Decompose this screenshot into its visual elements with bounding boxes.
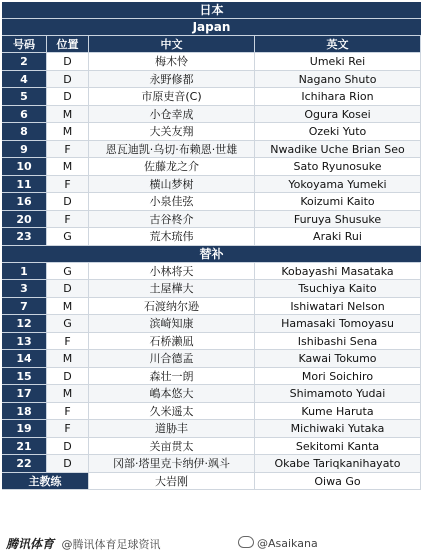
player-number: 23	[2, 228, 47, 246]
player-number: 5	[2, 88, 47, 106]
player-number: 6	[2, 106, 47, 124]
player-position: M	[47, 350, 89, 368]
player-position: M	[47, 298, 89, 316]
player-name-cn: 久米遥太	[89, 403, 255, 421]
weibo-handle: @Asaikana	[257, 537, 318, 550]
player-number: 12	[2, 315, 47, 333]
player-name-en: Furuya Shusuke	[255, 211, 421, 229]
player-number: 10	[2, 158, 47, 176]
player-number: 21	[2, 438, 47, 456]
player-name-en: Nwadike Uche Brian Seo	[255, 141, 421, 159]
player-name-en: Hamasaki Tomoyasu	[255, 315, 421, 333]
subs-table	[2, 263, 421, 473]
player-name-cn: 梅木怜	[89, 53, 255, 71]
coach-row	[2, 473, 421, 490]
player-name-cn: 小仓幸成	[89, 106, 255, 124]
player-position: D	[47, 455, 89, 473]
table-row	[2, 385, 421, 403]
table-row	[2, 211, 421, 229]
player-position: M	[47, 158, 89, 176]
player-name-en: Ozeki Yuto	[255, 123, 421, 141]
player-name-cn: 土屋樺大	[89, 280, 255, 298]
table-row	[2, 193, 421, 211]
player-name-en: Mori Soichiro	[255, 368, 421, 386]
source-handle: @腾讯体育足球资讯	[61, 538, 161, 551]
player-name-cn: 川合德孟	[89, 350, 255, 368]
player-name-en: Kume Haruta	[255, 403, 421, 421]
brand-logo: 腾讯体育	[6, 537, 55, 551]
player-number: 9	[2, 141, 47, 159]
player-name-en: Shimamoto Yudai	[255, 385, 421, 403]
table-row	[2, 280, 421, 298]
player-position: F	[47, 176, 89, 194]
table-row	[2, 455, 421, 473]
table-header	[2, 36, 421, 53]
player-position: M	[47, 123, 89, 141]
player-name-cn: 石渡纳尔逊	[89, 298, 255, 316]
header-chinese: 中文	[89, 36, 255, 53]
header-english: 英文	[255, 36, 421, 53]
player-name-en: Koizumi Kaito	[255, 193, 421, 211]
player-number: 4	[2, 71, 47, 89]
footer	[6, 535, 417, 553]
table-row	[2, 141, 421, 159]
player-position: D	[47, 71, 89, 89]
player-name-en: Kawai Tokumo	[255, 350, 421, 368]
player-position: M	[47, 106, 89, 124]
player-name-en: Tsuchiya Kaito	[255, 280, 421, 298]
player-position: M	[47, 385, 89, 403]
player-name-cn: 横山梦树	[89, 176, 255, 194]
weibo-credit	[238, 535, 318, 553]
table-row	[2, 350, 421, 368]
player-name-en: Sekitomi Kanta	[255, 438, 421, 456]
player-name-cn: 市原吏音(C)	[89, 88, 255, 106]
player-name-cn: 石桥濑凪	[89, 333, 255, 351]
player-position: G	[47, 228, 89, 246]
player-name-cn: 佐藤龙之介	[89, 158, 255, 176]
coach-label: 主教练	[2, 473, 89, 490]
table-row	[2, 228, 421, 246]
player-name-cn: 荒木琉伟	[89, 228, 255, 246]
table-row	[2, 71, 421, 89]
player-name-cn: 关亩贯太	[89, 438, 255, 456]
player-name-cn: 永野修都	[89, 71, 255, 89]
coach-name-en: Oiwa Go	[255, 473, 421, 490]
player-number: 14	[2, 350, 47, 368]
player-name-en: Ishiwatari Nelson	[255, 298, 421, 316]
player-number: 20	[2, 211, 47, 229]
player-position: G	[47, 315, 89, 333]
table-row	[2, 420, 421, 438]
player-number: 7	[2, 298, 47, 316]
table-row	[2, 403, 421, 421]
player-name-en: Kobayashi Masataka	[255, 263, 421, 281]
player-name-en: Ishibashi Sena	[255, 333, 421, 351]
team-name-en: Japan	[2, 19, 421, 36]
player-number: 1	[2, 263, 47, 281]
table-row	[2, 158, 421, 176]
table-row	[2, 176, 421, 194]
header-position: 位置	[47, 36, 89, 53]
player-name-en: Okabe Tariqkanihayato	[255, 455, 421, 473]
team-name-cn: 日本	[2, 2, 421, 19]
player-position: F	[47, 420, 89, 438]
player-name-cn: 嶋本悠大	[89, 385, 255, 403]
player-position: D	[47, 53, 89, 71]
roster-sheet	[2, 2, 421, 490]
player-name-cn: 小泉佳弦	[89, 193, 255, 211]
coach-name-cn: 大岩刚	[89, 473, 255, 490]
player-number: 18	[2, 403, 47, 421]
player-name-cn: 滨崎知康	[89, 315, 255, 333]
player-position: D	[47, 368, 89, 386]
player-number: 16	[2, 193, 47, 211]
player-number: 3	[2, 280, 47, 298]
player-name-en: Nagano Shuto	[255, 71, 421, 89]
player-position: D	[47, 438, 89, 456]
subs-label: 替补	[2, 246, 421, 263]
player-position: D	[47, 193, 89, 211]
player-position: F	[47, 403, 89, 421]
table-row	[2, 88, 421, 106]
player-number: 22	[2, 455, 47, 473]
player-name-cn: 森壮一朗	[89, 368, 255, 386]
table-row	[2, 263, 421, 281]
player-number: 17	[2, 385, 47, 403]
table-row	[2, 123, 421, 141]
player-position: F	[47, 141, 89, 159]
player-number: 19	[2, 420, 47, 438]
table-row	[2, 53, 421, 71]
weibo-icon	[238, 536, 254, 548]
player-number: 11	[2, 176, 47, 194]
table-row	[2, 438, 421, 456]
table-row	[2, 368, 421, 386]
player-number: 2	[2, 53, 47, 71]
player-name-en: Yokoyama Yumeki	[255, 176, 421, 194]
player-name-en: Araki Rui	[255, 228, 421, 246]
player-name-en: Ogura Kosei	[255, 106, 421, 124]
player-number: 13	[2, 333, 47, 351]
player-name-cn: 恩瓦迪凯·乌切·布赖恩·世雄	[89, 141, 255, 159]
player-name-cn: 冈部·塔里克卡纳伊·飒斗	[89, 455, 255, 473]
table-row	[2, 106, 421, 124]
player-name-en: Sato Ryunosuke	[255, 158, 421, 176]
player-name-cn: 小林将天	[89, 263, 255, 281]
player-position: G	[47, 263, 89, 281]
player-position: D	[47, 88, 89, 106]
table-row	[2, 315, 421, 333]
player-name-cn: 道胁丰	[89, 420, 255, 438]
player-name-cn: 大关友翔	[89, 123, 255, 141]
table-row	[2, 333, 421, 351]
player-number: 8	[2, 123, 47, 141]
header-number: 号码	[2, 36, 47, 53]
player-name-en: Michiwaki Yutaka	[255, 420, 421, 438]
table-row	[2, 298, 421, 316]
starters-table	[2, 53, 421, 246]
player-position: F	[47, 211, 89, 229]
player-name-en: Umeki Rei	[255, 53, 421, 71]
player-position: F	[47, 333, 89, 351]
player-name-en: Ichihara Rion	[255, 88, 421, 106]
player-number: 15	[2, 368, 47, 386]
player-position: D	[47, 280, 89, 298]
player-name-cn: 古谷柊介	[89, 211, 255, 229]
